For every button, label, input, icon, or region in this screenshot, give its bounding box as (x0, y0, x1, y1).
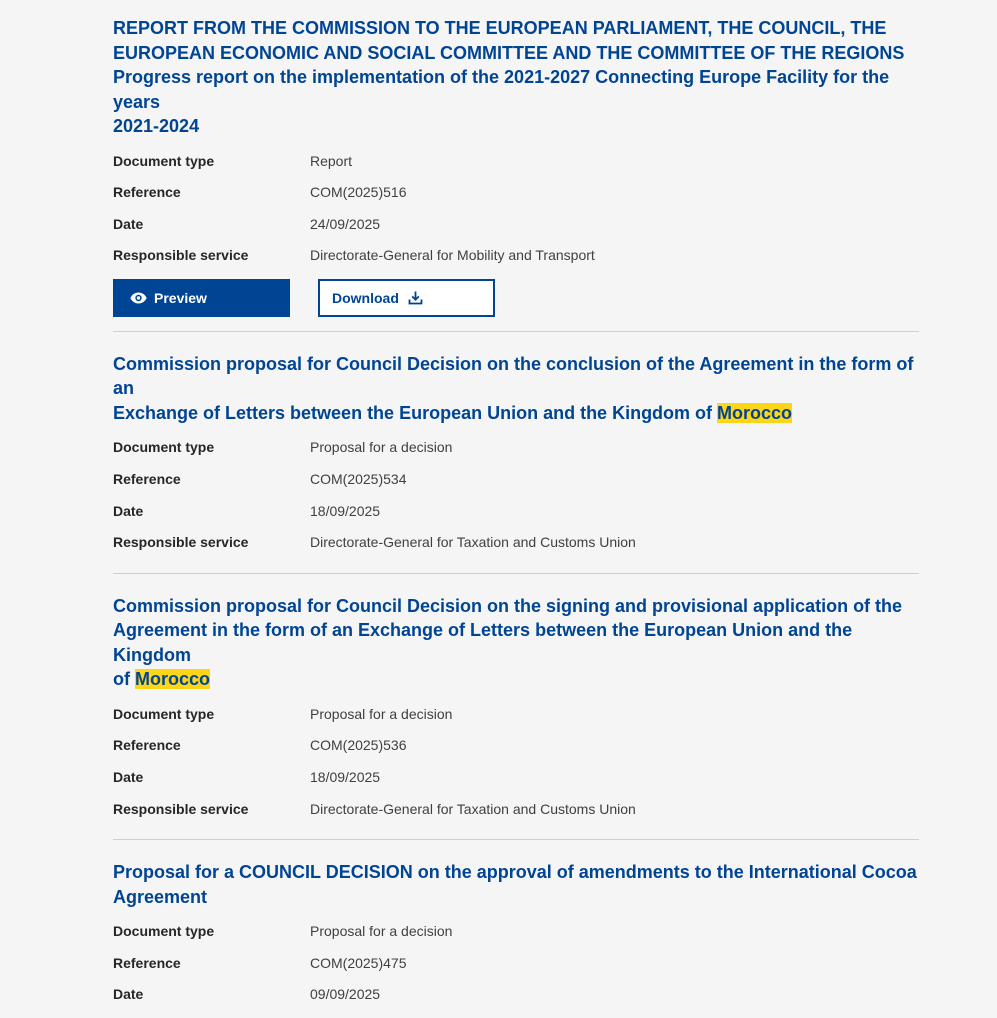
title-line (113, 401, 919, 426)
meta-label: Reference (113, 737, 181, 754)
result-item (113, 0, 919, 332)
meta-row-date (113, 986, 919, 1018)
title-line: EUROPEAN ECONOMIC AND SOCIAL COMMITTEE AND THE COMMITTEE OF THE REGIONS (113, 42, 905, 63)
meta-value: 24/09/2025 (310, 215, 381, 232)
result-title-link[interactable] (113, 16, 919, 139)
result-item (113, 840, 919, 1018)
meta-value: COM(2025)516 (310, 184, 407, 201)
meta-row-document-type (113, 439, 919, 471)
meta-row-document-type (113, 153, 919, 185)
meta-label: Responsible service (113, 800, 249, 817)
title-line: Commission proposal for Council Decision on the conclusion of the Agreement in the form of an (113, 353, 914, 399)
result-item (113, 574, 919, 840)
search-term-highlight: Morocco (717, 402, 793, 423)
results-list (113, 0, 919, 1018)
meta-value: COM(2025)475 (310, 954, 407, 971)
meta-row-responsible-service (113, 534, 919, 566)
download-button[interactable] (318, 279, 495, 317)
result-metadata (113, 153, 919, 279)
result-title-link[interactable] (113, 860, 919, 909)
meta-value: COM(2025)534 (310, 470, 407, 487)
title-line: 2021-2024 (113, 116, 200, 136)
meta-row-responsible-service (113, 801, 919, 833)
title-line: Agreement in the form of an Exchange of Letters between the European Union and the Kingdom (113, 620, 853, 665)
title-text: of (113, 669, 135, 690)
meta-row-date (113, 503, 919, 535)
meta-label: Document type (113, 439, 215, 456)
title-line: Progress report on the implementation of the 2021-2027 Connecting Europe Facility for the years (113, 67, 890, 112)
result-title-link[interactable] (113, 594, 919, 692)
meta-value: Proposal for a decision (310, 705, 453, 722)
meta-value: COM(2025)536 (310, 737, 407, 754)
preview-button[interactable] (113, 279, 290, 317)
meta-label: Document type (113, 152, 215, 169)
result-actions (113, 279, 919, 331)
meta-row-document-type (113, 923, 919, 955)
meta-label: Date (113, 502, 144, 519)
title-line: Proposal for a COUNCIL DECISION on the approval of amendments to the International Cocoa (113, 862, 917, 883)
meta-value: 18/09/2025 (310, 502, 381, 519)
meta-row-date (113, 216, 919, 248)
meta-value: Proposal for a decision (310, 923, 453, 940)
title-line (113, 667, 919, 692)
result-title-link[interactable] (113, 352, 919, 426)
eye-icon (129, 289, 147, 307)
result-metadata (113, 923, 919, 1018)
meta-label: Reference (113, 954, 181, 971)
meta-label: Reference (113, 470, 181, 487)
preview-button-label: Preview (154, 289, 207, 306)
meta-value: 09/09/2025 (310, 986, 381, 1003)
title-text: Exchange of Letters between the European Union and the Kingdom of (113, 402, 718, 423)
download-button-label: Download (332, 289, 399, 306)
search-term-highlight: Morocco (135, 669, 211, 690)
meta-value: Directorate-General for Mobility and Transport (310, 247, 595, 264)
result-metadata (113, 439, 919, 565)
meta-label: Responsible service (113, 534, 249, 551)
meta-row-document-type (113, 706, 919, 738)
meta-value: Directorate-General for Taxation and Customs Union (310, 534, 636, 551)
meta-row-reference (113, 471, 919, 503)
meta-label: Responsible service (113, 247, 249, 264)
meta-row-reference (113, 955, 919, 987)
title-line: REPORT FROM THE COMMISSION TO THE EUROPEAN PARLIAMENT, THE COUNCIL, THE (113, 18, 887, 38)
title-line: Commission proposal for Council Decision on the signing and provisional application of the (113, 595, 903, 616)
meta-value: 18/09/2025 (310, 768, 381, 785)
meta-value: Proposal for a decision (310, 439, 453, 456)
meta-label: Date (113, 215, 144, 232)
result-metadata (113, 706, 919, 832)
meta-label: Date (113, 768, 144, 785)
title-line: Agreement (113, 886, 208, 907)
download-icon (407, 289, 425, 307)
result-item (113, 332, 919, 574)
meta-row-reference (113, 184, 919, 216)
meta-row-reference (113, 737, 919, 769)
meta-row-date (113, 769, 919, 801)
meta-label: Reference (113, 184, 181, 201)
meta-label: Document type (113, 923, 215, 940)
meta-value: Directorate-General for Taxation and Customs Union (310, 800, 636, 817)
meta-value: Report (310, 152, 353, 169)
meta-label: Date (113, 986, 144, 1003)
meta-row-responsible-service (113, 247, 919, 279)
meta-label: Document type (113, 705, 215, 722)
